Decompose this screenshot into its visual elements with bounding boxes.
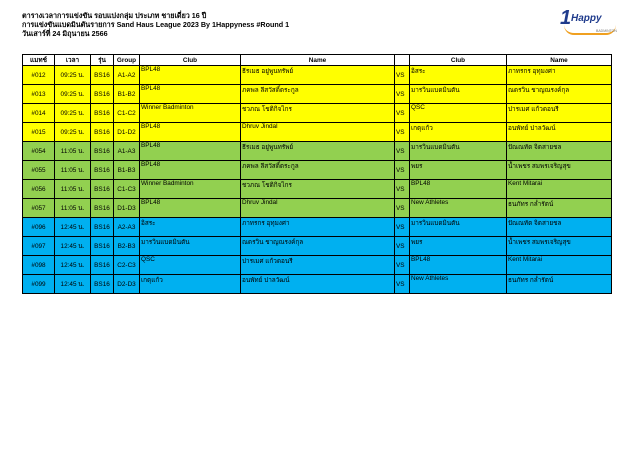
match-time: 09:25 น. [55,123,91,142]
group: A1-A3 [114,142,140,161]
event-date: วันเสาร์ที่ 24 มิถุนายน 2566 [22,29,108,39]
player-2: ปารเมศ แก้วดอนรี [507,104,612,123]
table-row [23,123,612,142]
category: BS16 [91,180,114,199]
group: C1-C3 [114,180,140,199]
match-time: 12:45 น. [55,256,91,275]
match-time: 11:05 น. [55,180,91,199]
club-1: เกตุแก้ว [140,275,241,294]
table-row [23,256,612,275]
group: B2-B3 [114,237,140,256]
group: D1-D3 [114,199,140,218]
category: BS16 [91,123,114,142]
vs-label: VS [395,275,410,294]
match-number: #014 [23,104,55,123]
player-2: น้ำเพชร สมพรเจริญสุข [507,237,612,256]
group: B1-B2 [114,85,140,104]
player-2: ภาทรกร อุทุมงศา [507,66,612,85]
category: BS16 [91,142,114,161]
logo-tagline: BADMINTON [596,29,617,33]
player-1: Dhruv Jindal [241,199,395,218]
category: BS16 [91,161,114,180]
club-2: New Athletes [410,199,507,218]
player-1: อนพัทย์ ปาลวัฒน์ [241,275,395,294]
player-2: Kent Mitarai [507,256,612,275]
club-2: อิสระ [410,66,507,85]
club-2: BPL48 [410,256,507,275]
vs-label: VS [395,123,410,142]
header-group: Group [114,55,140,66]
group: C1-C2 [114,104,140,123]
player-1: ชวภณ โชติกิจไกร [241,104,395,123]
player-1: ปารเมศ แก้วดอนรี [241,256,395,275]
category: BS16 [91,237,114,256]
match-time: 11:05 น. [55,199,91,218]
club-1: BPL48 [140,85,241,104]
group: A2-A3 [114,218,140,237]
tournament-title: การแข่งขันแบดมินตันรายการ Sand Haus League 2023 By 1Happyness #Round 1 [22,20,290,30]
player-1: Dhruv Jindal [241,123,395,142]
club-2: พยร [410,237,507,256]
category: BS16 [91,199,114,218]
table-row [23,275,612,294]
header-match: แมทช์ [23,55,55,66]
header-club-2: Club [410,55,507,66]
vs-label: VS [395,237,410,256]
vs-label: VS [395,180,410,199]
table-row [23,199,612,218]
table-row [23,218,612,237]
club-1: Winner Badminton [140,180,241,199]
match-time: 09:25 น. [55,66,91,85]
player-2: ธนภัทร กล่ำรัตน์ [507,275,612,294]
match-number: #098 [23,256,55,275]
document-header [22,11,289,39]
club-1: BPL48 [140,123,241,142]
club-2: เกตุแก้ว [410,123,507,142]
player-1: ภาทรกร อุทุมงศา [241,218,395,237]
club-1: BPL48 [140,142,241,161]
club-1: BPL48 [140,199,241,218]
header-time: เวลา [55,55,91,66]
player-2: อนพัทย์ ปาลวัฒน์ [507,123,612,142]
vs-label: VS [395,256,410,275]
club-2: BPL48 [410,180,507,199]
schedule-title: ตารางเวลาการแข่งขัน รอบแบ่งกลุ่ม ประเภท ชายเดี่ยว 16 ปี [22,11,207,20]
player-1: ชวภณ โชติกิจไกร [241,180,395,199]
match-time: 11:05 น. [55,142,91,161]
club-1: มารวินแบดมินตัน [140,237,241,256]
header-vs [395,55,410,66]
table-row [23,142,612,161]
player-1: ธีรเมธ อยู่พูนทรัพย์ [241,66,395,85]
table-row [23,85,612,104]
match-time: 12:45 น. [55,275,91,294]
header-club-1: Club [140,55,241,66]
match-number: #097 [23,237,55,256]
match-time: 11:05 น. [55,161,91,180]
vs-label: VS [395,142,410,161]
club-2: มารวินแบดมินตัน [410,142,507,161]
player-2: ณดรวิน ชาญณรงค์กุล [507,85,612,104]
group: D2-D3 [114,275,140,294]
club-2: QSC [410,104,507,123]
vs-label: VS [395,199,410,218]
club-1: BPL48 [140,66,241,85]
logo-number: 1 [560,7,572,29]
club-2: มารวินแบดมินตัน [410,218,507,237]
table-row [23,161,612,180]
category: BS16 [91,275,114,294]
club-1: BPL48 [140,161,241,180]
category: BS16 [91,218,114,237]
group: A1-A2 [114,66,140,85]
header-name-2: Name [507,55,612,66]
club-2: มารวินแบดมินตัน [410,85,507,104]
player-1: ณดรวิน ชาญณรงค์กุล [241,237,395,256]
match-number: #054 [23,142,55,161]
header-name-1: Name [241,55,395,66]
club-2: New Athletes [410,275,507,294]
club-2: พยร [410,161,507,180]
match-time: 12:45 น. [55,218,91,237]
table-row [23,104,612,123]
table-row [23,237,612,256]
player-2: ปัณณทัต จิตสายชล [507,218,612,237]
match-number: #055 [23,161,55,180]
match-time: 09:25 น. [55,85,91,104]
match-time: 12:45 น. [55,237,91,256]
vs-label: VS [395,104,410,123]
club-1: อิสระ [140,218,241,237]
player-2: น้ำเพชร สมพรเจริญสุข [507,161,612,180]
group: B1-B3 [114,161,140,180]
1happy-logo [560,7,620,35]
match-schedule-table [22,54,612,294]
header-category: รุ่น [91,55,114,66]
table-header-row [23,55,612,66]
vs-label: VS [395,218,410,237]
player-2: ธนภัทร กล่ำรัตน์ [507,199,612,218]
player-1: ธีรเมธ อยู่พูนทรัพย์ [241,142,395,161]
category: BS16 [91,66,114,85]
vs-label: VS [395,161,410,180]
player-2: Kent Mitarai [507,180,612,199]
match-number: #057 [23,199,55,218]
group: C2-C3 [114,256,140,275]
player-2: ปัณณทัต จิตสายชล [507,142,612,161]
match-number: #096 [23,218,55,237]
vs-label: VS [395,85,410,104]
match-number: #099 [23,275,55,294]
match-number: #056 [23,180,55,199]
player-1: ภคพล ลีสวัสดิ์ตระกูล [241,85,395,104]
match-number: #015 [23,123,55,142]
match-number: #012 [23,66,55,85]
logo-word: Happy [571,13,602,24]
group: D1-D2 [114,123,140,142]
vs-label: VS [395,66,410,85]
category: BS16 [91,85,114,104]
player-1: ภคพล ลีสวัสดิ์ตระกูล [241,161,395,180]
club-1: QSC [140,256,241,275]
match-number: #013 [23,85,55,104]
category: BS16 [91,104,114,123]
match-time: 09:25 น. [55,104,91,123]
table-row [23,180,612,199]
category: BS16 [91,256,114,275]
table-row [23,66,612,85]
club-1: Winner Badminton [140,104,241,123]
